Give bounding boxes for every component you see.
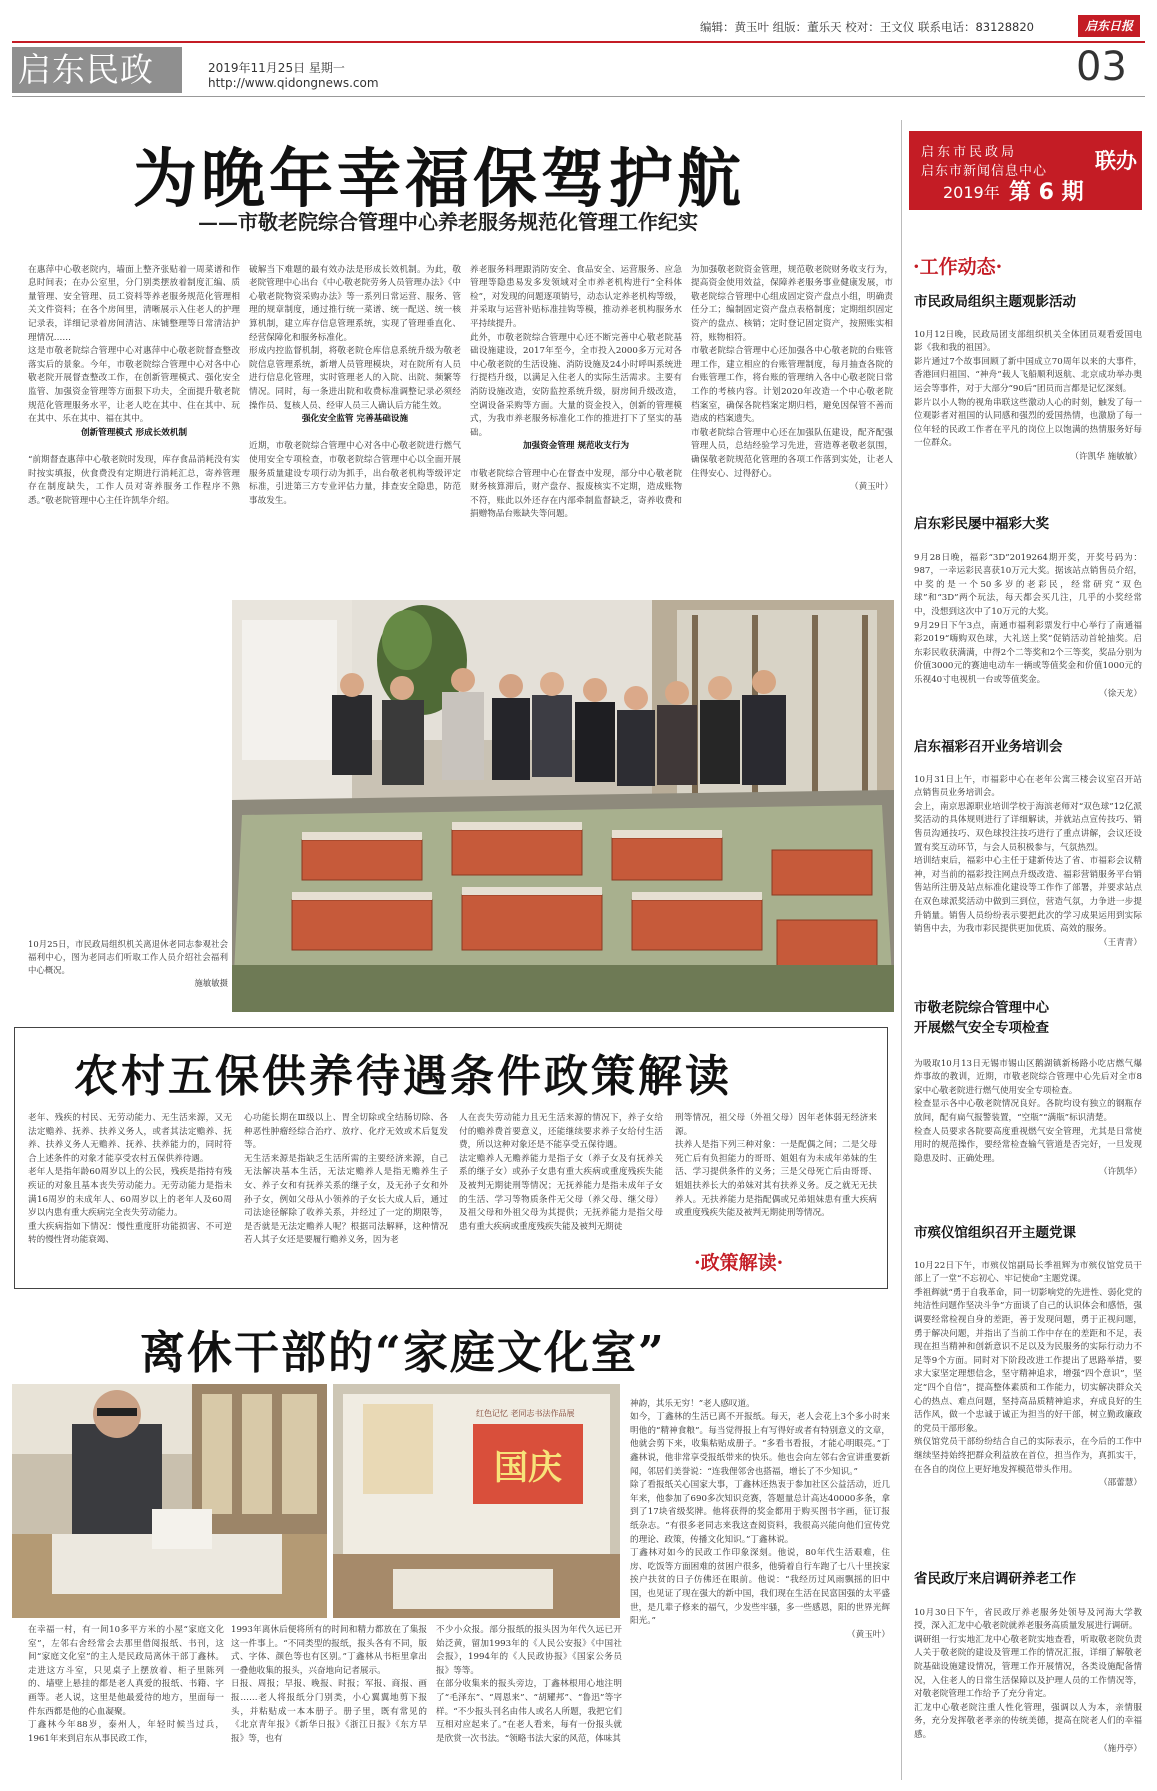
sidebar-item-6-body: 10月30日下午，省民政厅养老服务处领导及河海大学教授，深入汇龙中心敬老院就养老服务高质量发展进行调研。 调研组一行实地汇龙中心敬老院实地查看，听取敬老院负责人关于敬老院的建设及管理工作的情况汇报，详细了解敬老院基础设施建设情况，管理工作开展情况，各类设施配备情况，入住老人的日常生活保障以及护理人员的工作情况等，对敬老院管理工作给予了充分肯定。 汇龙中心敬老院注重人性化管理，强调以人为本，亲情服务，充分发挥敬老孝亲的传统美德，提高在院老人们的幸福感。 （施丹亭）: [914, 1607, 1142, 1754]
header-editors: 编辑：黄玉叶 组版：董乐天 校对：王文仪 联系电话：83128820: [700, 20, 1034, 34]
sidebar-item-1-body: 10月12日晚，民政局团支部组织机关全体团员观看爱国电影《我和我的祖国》。 影片通过7个故事回顾了新中国成立70周年以来的大事件，香港回归祖国、“神舟”载人飞船顺利返航、北京成功举办奥运会等事件，对于大部分“90后”团员而言都是记忆深刻。 影片以小人物的视角串联这些激动人心的时刻，触发了每一位观影者对祖国的认同感和强烈的爱国热情，也激励了每一位年轻的民政工作者在平凡的岗位上以饱满的热情服务好每一位群众。 （许凯华 施敏敏）: [914, 329, 1142, 462]
retired-col4: 神韵，其乐无穷！”老人感叹道。 如今，丁鑫林的生活已离不开报纸。每天，老人会花上3个多小时来明他的“精神食粮”。每当觉得报上有写得好或者有特别意义的文章，他就会剪下来，收集粘贴成册子。“多看书看报，才能心明眼亮。”丁鑫林说，他非常享受报纸带来的快乐。他也会向左邻右舍宣讲重要新闻，邻居们美誉说：“连我俚邻舍也搭福，增长了不少知识。” 除了看报纸关心国家大事，丁鑫林还热衷于参加社区公益活动，近几年来，他参加了690多次知识竞赛，答题量总计高达40000多条，拿到了17块省级奖牌。他将获得的奖金都用于购买图书字画，征订报纸杂志。“有很多老同志来我这查阅资料，我很高兴能向他们宣传党的理论、政策，传播文化知识。”丁鑫林说。 丁鑫林对如今的民政工作印象深刻。他说，80年代生活艰难，住房、吃饭等方面困难的贫困户很多，他骑着自行车跑了七八十里挨家挨户扶贫的日子仿佛还在眼前。他说：“我经历过风雨飘摇的旧中国，也见证了现在强大的新中国，我们现在生活在民富国强的太平盛世，是几辈子修来的福气，少发些牢骚，多一些感恩，阳的世界光辉阳光。” （黄玉叶）: [630, 1384, 890, 1784]
column-divider: [901, 120, 902, 1780]
retired-title: 离休干部的“家庭文化室”: [140, 1326, 666, 1379]
main-article-byline: （黄玉叶）: [850, 482, 893, 493]
main-subhead-3: 加强资金管理 规范收支行为: [522, 441, 630, 452]
site-url[interactable]: http://www.qidongnews.com: [208, 76, 379, 90]
sidebar-item-2-title: 启东彩民屡中福彩大奖: [914, 516, 1049, 532]
poster-text: 国庆: [494, 1448, 562, 1488]
banner-issue: 第 6 期: [1009, 180, 1084, 205]
retired-photo-2: [333, 1384, 620, 1618]
retired-photo-1: [12, 1384, 327, 1618]
sidebar-item-3-body: 10月31日上午，市福彩中心在老年公寓三楼会议室召开站点销售员业务培训会。 会上，南京思源职业培训学校于海滨老师对“双色球”12亿派奖活动的具体规则进行了详细解读，并就站点宣传技巧、销售员沟通技巧、双色球投注技巧进行了重点讲解，会议还设置有奖互动环节，与会人员积极参与，气氛热烈。 培训结束后，福彩中心主任于建新传达了省、市福彩会议精神，对当前的福彩投注网点升级改造、福彩营销服务平台销售站所注册及站点标准化建设等工作作了部署，并要求站点在双色球派奖活动中做到三到位，营造气氛，力争进一步提升销量。销售人员纷纷表示要把此次的学习成果运用到实际销售中去，为我市彩民提供更加优质、高效的服务。 （王青青）: [914, 774, 1142, 948]
retired-byline: （黄玉叶）: [847, 1629, 890, 1640]
main-photo-credit: 施敏敏摄: [194, 978, 228, 988]
paper-logo: 启东日报: [1078, 15, 1140, 37]
policy-col1: 老年、残疾的村民、无劳动能力、无生活来源，又无法定赡养、抚养、扶养义务人，或者其法定赡养、抚养、扶养义务人无赡养、抚养、扶养能力的，同时符合上述条件的对象才能享受农村五保供养待遇。 老年人是指年龄60周岁以上的公民，残疾是指持有残疾证的对象且基本丧失劳动能力。无劳动能力是指未满16周岁的未成年人、60周岁以上的老年人及60周岁以内患有重大疾病完全丧失劳动能力。 重大疾病指如下情况：慢性重度肝功能损害、不可逆转的慢性肾功能衰竭、: [28, 1113, 232, 1246]
policy-col2: 心功能长期在Ⅲ级以上、胃全切除或全结肠切除、各种恶性肿瘤经综合治疗、放疗、化疗无效或术后复发等。 无生活来源是指缺乏生活所需的主要经济来源，自己无法解决基本生活，无法定赡养人是指无赡养生子女、养子女和有抚养关系的继子女，及无孙子女和外孙子女，例如父母从小领养的子女长大成人后，通过司法途径解除了收养关系，并经过了一定的期限等，是否就是无法定赡养人呢？根据司法解释，这种情况若人其子女还是要履行赡养义务，因为老: [244, 1113, 448, 1246]
sidebar-heading: ·工作动态·: [913, 256, 1003, 278]
main-photo-caption: 10月25日，市民政局组织机关离退休老同志参观社会福利中心，图为老同志们听取工作人员介绍社会福利中心概况。 施敏敏摄: [28, 939, 228, 988]
retired-col3: 不少小众报。部分报纸的报头因为年代久远已开始泛黄，留加1993年的《人民公安报》《中国社会报》，1994年的《人民政协报》《国家公务员报》等等。 在部分收集来的报头旁边，丁鑫林根用心地注明了“毛泽东”、“周恩来”、“胡耀邦”、“鲁迅”等字样。“不少报头刊名由伟人或名人所题，我把它们互相对应起来了。”在老人看来，每有一份报头就是欣赏一次书法。“领略书法大家的风范，体味其: [436, 1625, 622, 1744]
sidebar-item-6-title: 省民政厅来启调研养老工作: [914, 1571, 1076, 1587]
main-article-col2: 破解当下难题的最有效办法是形成长效机制。为此，敬老院管理中心出台《中心敬老院劳务人员管理办法》《中心敬老院物资采购办法》等一系列日常运营、服务、管理的规章制度，通过推行统一菜谱、统一配送、统一核算机制，建立库存信息管理系统，实现了管理垂直化、经营保障化和服务标准化。 形成内控监督机制，将敬老院仓库信息系统升级为敬老院信息管理系统，新增人员管理模块，对在院所有人员进行信息化管理，实时管理老人的入院、出院、频繁等情况。同时，每一条进出院和收费标准调整记录必须经操作员、复核人员、经审人员三人确认后方能生效。 强化安全监管 完善基础设施 近期，市敬老院综合管理中心对各中心敬老院进行燃气使用安全专项检查，市敬老院综合管理中心以全面开展服务质量建设专项行动为抓手，出台敬老机构等级评定标准，引进第三方专业评估力量，排查安全隐患，防范事故发生。: [249, 264, 461, 506]
banner-year: 2019年: [943, 183, 1000, 202]
sidebar-item-4-body: 为吸取10月13日无锡市锡山区鹅湖镇新杨路小吃店燃气爆炸事故的教训，近期，市敬老院综合管理中心先后对全市8家中心敬老院进行燃气使用安全专项检查。 检查显示各中心敬老院情况良好。各院均设有独立的钢瓶存放间，配有扁气报警装置，“空瓶”“满瓶”标识清楚。 检查人员要求各院要高度重视燃气安全管理，尤其是日常使用时的规范操作，要经常检查输气管道是否完好，一旦发现隐患及时、正确处理。 （许凯华）: [914, 1058, 1142, 1178]
main-photo: [232, 600, 894, 1012]
header-rule: [12, 41, 1145, 43]
issue-date: 2019年11月25日 星期一: [208, 61, 345, 75]
sidebar-item-3-title: 启东福彩召开业务培训会: [914, 739, 1063, 755]
main-article-col4: 为加强敬老院资金管理，规范敬老院财务收支行为，提高资金使用效益，保障养老服务事业健康发展，市敬老院综合管理中心组成固定资产盘点小组，明确责任分工；编制固定资产盘点表格制度；定期组织固定资产的盘点、核销；定时登记固定资产，按照账实相符，账物相符。 市敬老院综合管理中心还加强各中心敬老院的台账管理工作，建立相应的台账管理制度，每月抽查各院的台账管理工作，将台账的管理纳入各中心敬老院日常工作的考核内容。计划2020年改造一个中心敬老院档案室，确保各院档案定期归档，避免因保管不善而造成的档案遗失。 市敬老院综合管理中心还在加强队伍建设，配齐配强管理人员，总结经验学习先进，营造尊老敬老氛围，确保敬老院规范化管理的各项工作落到实处，让老人住得安心、过得舒心。 （黄玉叶）: [691, 250, 893, 575]
main-article-col1: 在惠萍中心敬老院内，墙面上整齐张贴着一周菜谱和作息时间表；在办公室里，分门别类摆放着制度汇编、质量管理、安全管理、员工资料等养老服务规范化管理相关文件资料；在各个房间里，清晰展示入住老人的护理记录表，详细记录着房间清洁、床铺整理等日常清洁护理情况…… 这是市敬老院综合管理中心对惠萍中心敬老院督查整改落实后的景象。今年，市敬老院综合管理中心对各中心敬老院开展督查整改工作，在创新管理模式、强化安全监管、加强资金管理等方面狠下功夫，全面提升敬老院规范化管理服务水平，让老人吃在其中、住在其中、玩在其中、乐在其中、福在其中。 创新管理模式 形成长效机制 “前期督查惠萍中心敬老院时发现，库存食品消耗没有实时按实填报，伙食费没有定期进行消耗汇总，寄养管理存在制度缺失，工作人员对寄养服务工作程序不熟悉。”敬老院管理中心主任许凯华介绍。: [28, 264, 240, 506]
policy-title: 农村五保供养待遇条件政策解读: [74, 1051, 732, 1102]
sidebar-item-4-title: 市敬老院综合管理中心 开展燃气安全专项检查: [914, 1000, 1049, 1036]
main-article-title: 为晚年幸福保驾护航: [133, 142, 745, 217]
sidebar-item-5-title: 市殡仪馆组织召开主题党课: [914, 1225, 1076, 1241]
policy-col4: 刑等情况，祖父母（外祖父母）因年老体弱无经济来源。 扶养人是指下列三种对象：一是配偶之间；二是父母死亡后有负担能力的哥哥、姐姐有为未成年弟妹的生活、学习提供条件的义务；三是父母死亡后由哥哥、姐姐扶养长大的弟妹对其有扶养义务。反之就无无扶养人。无扶养能力是指配偶或兄弟姐妹患有重大疾病或重度残疾失能及被判无期徒刑等情况。: [675, 1113, 877, 1219]
main-photo-scene: [232, 600, 894, 1012]
main-subhead-2: 强化安全监管 完善基础设施: [301, 414, 409, 425]
banner-joint: 联办: [1095, 149, 1137, 173]
retired-col2: 1993年离休后便将所有的时间和精力都放在了集报这一件事上。“不同类型的报纸，报头各有不同，版式、字体、颜色等也有区别。”丁鑫林从书柜里拿出一叠他收集的报头，兴奋地向记者展示。 日报、周报；早报、晚报、时报；军报、商报、画报……老人将报纸分门别类，小心翼翼地剪下报头，并粘贴成一本本册子。册子里，既有常见的《北京青年报》《新华日报》《浙江日报》《东方早报》等，也有: [231, 1625, 427, 1744]
main-article-subtitle: ——市敬老院综合管理中心养老服务规范化管理工作纪实: [198, 210, 698, 234]
page-number: 03: [1076, 44, 1127, 90]
section-label-text: 启东民政: [18, 50, 154, 89]
retired-col1: 在幸福一村，有一间10多平方米的小屋“家庭文化室”，左邻右舍经常会去那里借阅报纸、书刊，这间“家庭文化室”的主人是民政局离休干部丁鑫林。走进这方斗室，只见桌子上摆放着、柜子里陈列的、墙壁上悬挂的都是老人真爱的报纸、书籍、字画等。老人说，这里是他最爱待的地方，里面每一件东西都是他的心血凝聚。 丁鑫林今年88岁，泰州人，年轻时候当过兵，1961年来到启东从事民政工作，: [28, 1625, 224, 1744]
column-banner: [909, 131, 1142, 210]
sidebar-item-1-title: 市民政局组织主题观影活动: [914, 294, 1076, 310]
poster-banner-text: 红色记忆 老同志书法作品展: [476, 1409, 575, 1418]
banner-org2: 启东市新闻信息中心: [921, 164, 1048, 179]
sidebar-item-2-body: 9月28日晚，福彩“3D”2019264期开奖，开奖号码为：987，一幸运彩民喜获10万元大奖。据该站点销售员介绍，中奖的是一个50多岁的老彩民，经常研究“双色球”和“3D”两个玩法，每天都会买几注，几乎的小奖经常中，没想到这次中了10万元的大奖。 9月29日下午3点，南通市福利彩票发行中心举行了南通福彩2019“嗨购双色球，大礼送上奖”促销活动首轮抽奖。启东彩民收获满满，中得2个二等奖和2个三等奖，奖品分别为价值3000元的赛迪电动车一辆或等值奖金和价值1000元的乐视40寸电视机一台或等值奖金。 （徐天龙）: [914, 552, 1142, 699]
header-bar: [0, 0, 1157, 98]
main-subhead-1: 创新管理模式 形成长效机制: [80, 427, 188, 438]
banner-org1: 启东市民政局: [921, 145, 1018, 160]
header-underline: [12, 96, 1145, 97]
main-article-col3: 养老服务料理跟消防安全、食品安全、运营服务、应急管理等隐患易发多发领域对全市养老机构进行“全科体检”，对发现的问题逐项销号，动态认定养老机构等级，并采取与运营补贴标准挂钩等模，推动养老机构服务水平持续提升。 此外，市敬老院综合管理中心还不断完善中心敬老院基础设施建设，2017年至今，全市投入2000多万元对各中心敬老院的生活设施、消防设施及24小时呼叫系统进行提档升级，以满足入住老人的实际生活需求。主要有消防设施改造，安防监控系统升级，厨房间升级改造，空调设备采购等方面。大量的资金投入，创新的管理模式，为我市养老服务标准化工作的推进打下了坚实的基础。 加强资金管理 规范收支行为 市敬老院综合管理中心在督查中发现，部分中心敬老院财务核算滞后，财产盘存、报废核实不定期，造成账物不符，账此以外还存在内部牵制监督缺乏，寄养收费和捐赠物品台账缺失等问题。: [470, 264, 682, 520]
policy-tag: ·政策解读·: [694, 1252, 784, 1274]
policy-col3: 人在丧失劳动能力且无生活来源的情况下，养子女给付的赡养费首要意义，还能继续要求养子女给付生活费，所以这种对象还是不能享受五保待遇。 法定赡养人无赡养能力是指子女（养子女及有抚养关系的继子女）或孙子女患有重大疾病或重度残疾失能及被判无期徒刑等情况；无抚养能力是指未成年子女的生活、学习等物质条件无父母（养父母、继父母）及祖父母和外祖父母为其提供；无抚养能力是指父母患有重大疾病或重度残疾失能及被判无期徒: [459, 1113, 663, 1232]
sidebar-item-5-body: 10月22日下午，市殡仪馆副局长季祖辉为市殡仪馆党员干部上了一堂“不忘初心、牢记使命”主题党课。 季祖辉就“勇于自我革命，同一切影响党的先进性、弱化党的纯洁性问题作坚决斗争”方面谈了自己的认识体会和感悟，强调要经常检视自身的差距，善于发现问题，勇于正视问题，勇于解决问题，并指出了当前工作中存在的差距和不足，表现在担当精神和创新意识不足以及为民服务的实际行动力不足等9个方面。同时对下阶段改进工作提出了思路举措，要求大家坚定理想信念，坚守精神追求，增强“四个意识”，坚定“四个自信”，提高整体素质和工作能力，切实解决群众关心的热点、难点问题，坚持高品质精神追求，弃成良好的生活作风，做一个忠诚于诚正为担当的好干部，树立勤政廉政的党员干部形象。 殡仪馆党员干部纷纷结合自己的实际表示，在今后的工作中继续坚持始终把群众利益放在首位，担当作为，真抓实干，在各自的岗位上更好地发挥模范带头作用。 （邵蕾慧）: [914, 1260, 1142, 1489]
